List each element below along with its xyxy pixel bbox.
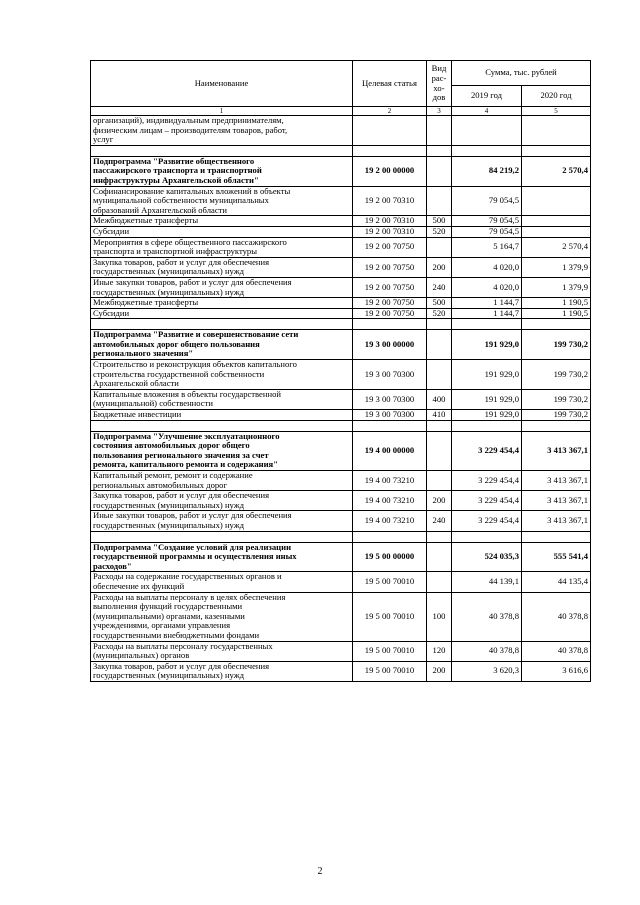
row-type xyxy=(427,116,452,146)
row-name-line: обеспечение их функций xyxy=(93,580,185,591)
header-target: Целевая статья xyxy=(353,61,427,107)
row-type: 240 xyxy=(427,511,452,531)
row-value-2020: 199 730,2 xyxy=(522,360,591,390)
row-value-2019: 3 229 454,4 xyxy=(452,431,522,470)
row-type xyxy=(427,572,452,592)
table-row xyxy=(91,216,591,227)
row-name xyxy=(91,491,353,511)
row-value-2020 xyxy=(522,116,591,146)
row-name-line: Подпрограмма "Улучшение эксплуатационного xyxy=(93,431,280,441)
row-code: 19 5 00 70010 xyxy=(353,641,427,661)
row-name-line: услуг xyxy=(93,134,114,145)
row-type: 120 xyxy=(427,641,452,661)
row-value-2019: 191 929,0 xyxy=(452,389,522,409)
row-value-2020: 40 378,8 xyxy=(522,592,591,641)
table-row xyxy=(91,471,591,491)
table-row xyxy=(91,661,591,681)
row-name xyxy=(91,237,353,257)
row-name-line: государственных (муниципальных) нужд xyxy=(93,670,245,681)
row-code: 19 5 00 00000 xyxy=(353,542,427,572)
row-name-line: автомобильных дорог общего пользования xyxy=(93,338,260,349)
column-number: 1 xyxy=(91,107,353,116)
row-value-2020: 555 541,4 xyxy=(522,542,591,572)
row-type: 500 xyxy=(427,298,452,309)
row-value-2020: 1 190,5 xyxy=(522,298,591,309)
row-value-2019: 44 139,1 xyxy=(452,572,522,592)
row-name xyxy=(91,389,353,409)
header-year-2020: 2020 год xyxy=(522,86,591,107)
spacer-cell xyxy=(427,319,452,330)
row-type xyxy=(427,542,452,572)
row-code: 19 2 00 70750 xyxy=(353,298,427,309)
spacer-row xyxy=(91,145,591,156)
subprogram-row xyxy=(91,542,591,572)
table-row xyxy=(91,511,591,531)
row-name-line: состояния автомобильных дорог общего xyxy=(93,440,250,451)
row-name-line: Межбюджетные трансферты xyxy=(93,297,199,308)
row-name-line: государственных (муниципальных) нужд xyxy=(93,499,245,510)
row-name xyxy=(91,186,353,216)
row-name xyxy=(91,542,353,572)
spacer-row xyxy=(91,531,591,542)
header-name: Наименование xyxy=(91,61,353,107)
row-name-line: Закупка товаров, работ и услуг для обеспечения xyxy=(93,257,270,267)
spacer-cell xyxy=(522,420,591,431)
row-value-2019: 4 020,0 xyxy=(452,257,522,277)
row-code xyxy=(353,116,427,146)
row-type xyxy=(427,156,452,186)
spacer-cell xyxy=(452,145,522,156)
row-name-line: (муниципальными) органами, казенными xyxy=(93,610,245,621)
header-type-line: рас- xyxy=(431,72,447,83)
row-name-line: ремонта, капитального ремонта и содержания" xyxy=(93,459,278,470)
header-row-top xyxy=(91,61,591,86)
row-name-line: Строительство и реконструкция объектов капитального xyxy=(93,359,297,370)
table-row xyxy=(91,116,591,146)
row-type xyxy=(427,431,452,470)
row-code: 19 2 00 00000 xyxy=(353,156,427,186)
row-name xyxy=(91,410,353,421)
row-value-2019: 3 229 454,4 xyxy=(452,471,522,491)
row-code: 19 2 00 70750 xyxy=(353,257,427,277)
row-code: 19 5 00 70010 xyxy=(353,572,427,592)
row-name-line: Подпрограмма "Развитие и совершенствование сети xyxy=(93,329,299,340)
row-code: 19 3 00 00000 xyxy=(353,330,427,360)
row-name-line: транспорта и транспортной инфраструктуры xyxy=(93,246,258,257)
row-code: 19 4 00 00000 xyxy=(353,431,427,470)
page-number: 2 xyxy=(317,866,323,877)
row-value-2020: 3 413 367,1 xyxy=(522,511,591,531)
row-name-line: Расходы на содержание государственных органов и xyxy=(93,571,282,582)
row-name-line: Подпрограмма "Развитие общественного xyxy=(93,156,255,166)
row-value-2019: 79 054,5 xyxy=(452,186,522,216)
table-row xyxy=(91,592,591,641)
table-row xyxy=(91,410,591,421)
row-type: 200 xyxy=(427,257,452,277)
row-value-2019: 79 054,5 xyxy=(452,226,522,237)
row-value-2020: 44 135,4 xyxy=(522,572,591,592)
header-type xyxy=(427,61,452,107)
column-number: 2 xyxy=(353,107,427,116)
row-name-line: Закупка товаров, работ и услуг для обеспечения xyxy=(93,490,270,501)
row-code: 19 2 00 70310 xyxy=(353,216,427,227)
row-value-2020: 199 730,2 xyxy=(522,330,591,360)
row-name xyxy=(91,661,353,681)
row-name-line: государственных (муниципальных) нужд xyxy=(93,519,245,530)
row-value-2019: 4 020,0 xyxy=(452,277,522,297)
row-name xyxy=(91,471,353,491)
subprogram-row xyxy=(91,431,591,470)
table-row xyxy=(91,257,591,277)
row-name xyxy=(91,511,353,531)
spacer-cell xyxy=(522,319,591,330)
row-name xyxy=(91,277,353,297)
row-name-line: Иные закупки товаров, работ и услуг для обеспечения xyxy=(93,277,292,287)
row-name xyxy=(91,226,353,237)
row-code: 19 2 00 70750 xyxy=(353,308,427,319)
row-type xyxy=(427,237,452,257)
row-code: 19 3 00 70300 xyxy=(353,360,427,390)
row-value-2019: 191 929,0 xyxy=(452,410,522,421)
table-row xyxy=(91,491,591,511)
row-code: 19 3 00 70300 xyxy=(353,410,427,421)
spacer-cell xyxy=(427,145,452,156)
spacer-cell xyxy=(522,145,591,156)
column-number: 5 xyxy=(522,107,591,116)
column-number: 4 xyxy=(452,107,522,116)
row-name xyxy=(91,572,353,592)
row-type xyxy=(427,330,452,360)
row-name-line: организаций), индивидуальным предпринимателям, xyxy=(93,115,284,125)
table-row xyxy=(91,572,591,592)
row-name-line: Капитальные вложения в объекты государственной xyxy=(93,389,281,399)
row-type xyxy=(427,186,452,216)
row-name-line: строительства государственной собственности xyxy=(93,368,265,379)
row-code: 19 4 00 73210 xyxy=(353,471,427,491)
spacer-cell xyxy=(91,319,353,330)
row-value-2019 xyxy=(452,116,522,146)
row-name-line: Субсидии xyxy=(93,308,130,318)
table-row xyxy=(91,308,591,319)
row-value-2019: 3 229 454,4 xyxy=(452,491,522,511)
table-row xyxy=(91,186,591,216)
spacer-cell xyxy=(452,319,522,330)
row-value-2019: 191 929,0 xyxy=(452,330,522,360)
row-name-line: Закупка товаров, работ и услуг для обеспечения xyxy=(93,661,270,671)
row-value-2020 xyxy=(522,216,591,227)
spacer-row xyxy=(91,319,591,330)
row-name-line: расходов" xyxy=(93,560,132,571)
row-type: 200 xyxy=(427,661,452,681)
row-name-line: муниципальной собственности муниципальных xyxy=(93,195,269,206)
row-code: 19 4 00 73210 xyxy=(353,511,427,531)
row-name-line: Межбюджетные трансферты xyxy=(93,215,199,226)
row-name-line: физическим лицам – производителям товаров, работ, xyxy=(93,124,288,135)
row-name-line: государственной программы и осуществления иных xyxy=(93,551,297,562)
row-value-2019: 40 378,8 xyxy=(452,641,522,661)
row-value-2020: 1 379,9 xyxy=(522,257,591,277)
column-number: 3 xyxy=(427,107,452,116)
row-name-line: Софинансирование капитальных вложений в объекты xyxy=(93,186,291,196)
row-name xyxy=(91,216,353,227)
spacer-cell xyxy=(91,145,353,156)
row-name-line: региональных автомобильных дорог xyxy=(93,479,228,490)
spacer-cell xyxy=(353,145,427,156)
row-value-2019: 524 035,3 xyxy=(452,542,522,572)
spacer-cell xyxy=(353,319,427,330)
row-type: 400 xyxy=(427,389,452,409)
row-name xyxy=(91,308,353,319)
row-name-line: Расходы на выплаты персоналу государственных xyxy=(93,641,273,651)
row-name-line: Архангельской области xyxy=(93,378,179,389)
row-name-line: пользования регионального значения за счет xyxy=(93,449,269,460)
row-name xyxy=(91,360,353,390)
table-row xyxy=(91,360,591,390)
row-name-line: государственных (муниципальных) нужд xyxy=(93,266,245,277)
row-name-line: (муниципальных) органов xyxy=(93,650,190,661)
row-name xyxy=(91,298,353,309)
spacer-cell xyxy=(427,531,452,542)
row-name-line: государственных (муниципальных) нужд xyxy=(93,286,245,297)
subprogram-row xyxy=(91,156,591,186)
row-name xyxy=(91,330,353,360)
spacer-cell xyxy=(353,531,427,542)
row-value-2019: 79 054,5 xyxy=(452,216,522,227)
row-name xyxy=(91,592,353,641)
row-value-2020: 3 413 367,1 xyxy=(522,431,591,470)
row-type: 240 xyxy=(427,277,452,297)
row-name xyxy=(91,116,353,146)
table-row xyxy=(91,226,591,237)
row-type: 500 xyxy=(427,216,452,227)
row-name-line: регионального значения" xyxy=(93,348,194,359)
header-type-line: Вид xyxy=(431,63,447,74)
row-type xyxy=(427,360,452,390)
column-number-row xyxy=(91,107,591,116)
row-name-line: (муниципальной) собственности xyxy=(93,398,213,409)
row-value-2020: 40 378,8 xyxy=(522,641,591,661)
row-code: 19 2 00 70310 xyxy=(353,186,427,216)
row-value-2019: 1 144,7 xyxy=(452,308,522,319)
row-value-2019: 5 164,7 xyxy=(452,237,522,257)
row-name-line: выполнения функций государственными xyxy=(93,601,243,612)
budget-table xyxy=(90,60,591,682)
row-name-line: учреждениями, органами управления xyxy=(93,620,231,631)
table-row xyxy=(91,641,591,661)
table-row xyxy=(91,389,591,409)
row-value-2020: 3 616,6 xyxy=(522,661,591,681)
row-value-2020: 3 413 367,1 xyxy=(522,471,591,491)
row-value-2019: 40 378,8 xyxy=(452,592,522,641)
row-code: 19 4 00 73210 xyxy=(353,491,427,511)
subprogram-row xyxy=(91,330,591,360)
row-type: 520 xyxy=(427,308,452,319)
row-code: 19 5 00 70010 xyxy=(353,661,427,681)
row-value-2020: 1 379,9 xyxy=(522,277,591,297)
header-sum: Сумма, тыс. рублей xyxy=(452,61,591,86)
row-name-line: Мероприятия в сфере общественного пассажирского xyxy=(93,237,287,247)
row-code: 19 2 00 70750 xyxy=(353,237,427,257)
spacer-cell xyxy=(91,531,353,542)
row-name-line: пассажирского транспорта и транспортной xyxy=(93,165,262,176)
row-code: 19 2 00 70310 xyxy=(353,226,427,237)
row-value-2020: 3 413 367,1 xyxy=(522,491,591,511)
row-name-line: Иные закупки товаров, работ и услуг для обеспечения xyxy=(93,510,292,521)
row-type: 100 xyxy=(427,592,452,641)
row-code: 19 5 00 70010 xyxy=(353,592,427,641)
row-name-line: инфраструктуры Архангельской области" xyxy=(93,174,259,185)
row-name-line: Капитальный ремонт, ремонт и содержание xyxy=(93,470,253,480)
row-type: 520 xyxy=(427,226,452,237)
row-value-2020: 2 570,4 xyxy=(522,156,591,186)
spacer-cell xyxy=(452,420,522,431)
row-value-2019: 3 620,3 xyxy=(452,661,522,681)
row-value-2020 xyxy=(522,226,591,237)
spacer-row xyxy=(91,420,591,431)
row-name xyxy=(91,641,353,661)
table-row xyxy=(91,298,591,309)
spacer-cell xyxy=(427,420,452,431)
row-code: 19 3 00 70300 xyxy=(353,389,427,409)
table-body xyxy=(91,61,591,682)
row-value-2020: 199 730,2 xyxy=(522,389,591,409)
row-value-2020: 1 190,5 xyxy=(522,308,591,319)
row-name-line: Подпрограмма "Создание условий для реализации xyxy=(93,542,292,552)
row-value-2019: 191 929,0 xyxy=(452,360,522,390)
spacer-cell xyxy=(522,531,591,542)
row-value-2019: 1 144,7 xyxy=(452,298,522,309)
row-value-2020: 2 570,4 xyxy=(522,237,591,257)
row-value-2020: 199 730,2 xyxy=(522,410,591,421)
row-name xyxy=(91,257,353,277)
row-name-line: Бюджетные инвестиции xyxy=(93,409,182,420)
header-year-2019: 2019 год xyxy=(452,86,522,107)
row-value-2019: 3 229 454,4 xyxy=(452,511,522,531)
row-value-2020 xyxy=(522,186,591,216)
row-name-line: государственными внебюджетными фондами xyxy=(93,629,260,640)
table-row xyxy=(91,237,591,257)
table-row xyxy=(91,277,591,297)
header-type-line: хо- xyxy=(433,82,445,93)
row-name xyxy=(91,431,353,470)
row-name-line: образований Архангельской области xyxy=(93,204,227,215)
spacer-cell xyxy=(353,420,427,431)
row-type xyxy=(427,471,452,491)
row-name-line: Расходы на выплаты персоналу в целях обеспечения xyxy=(93,592,286,602)
header-type-line: дов xyxy=(432,92,446,103)
row-name xyxy=(91,156,353,186)
row-value-2019: 84 219,2 xyxy=(452,156,522,186)
spacer-cell xyxy=(452,531,522,542)
row-name-line: Субсидии xyxy=(93,226,130,236)
row-type: 410 xyxy=(427,410,452,421)
row-code: 19 2 00 70750 xyxy=(353,277,427,297)
row-type: 200 xyxy=(427,491,452,511)
spacer-cell xyxy=(91,420,353,431)
